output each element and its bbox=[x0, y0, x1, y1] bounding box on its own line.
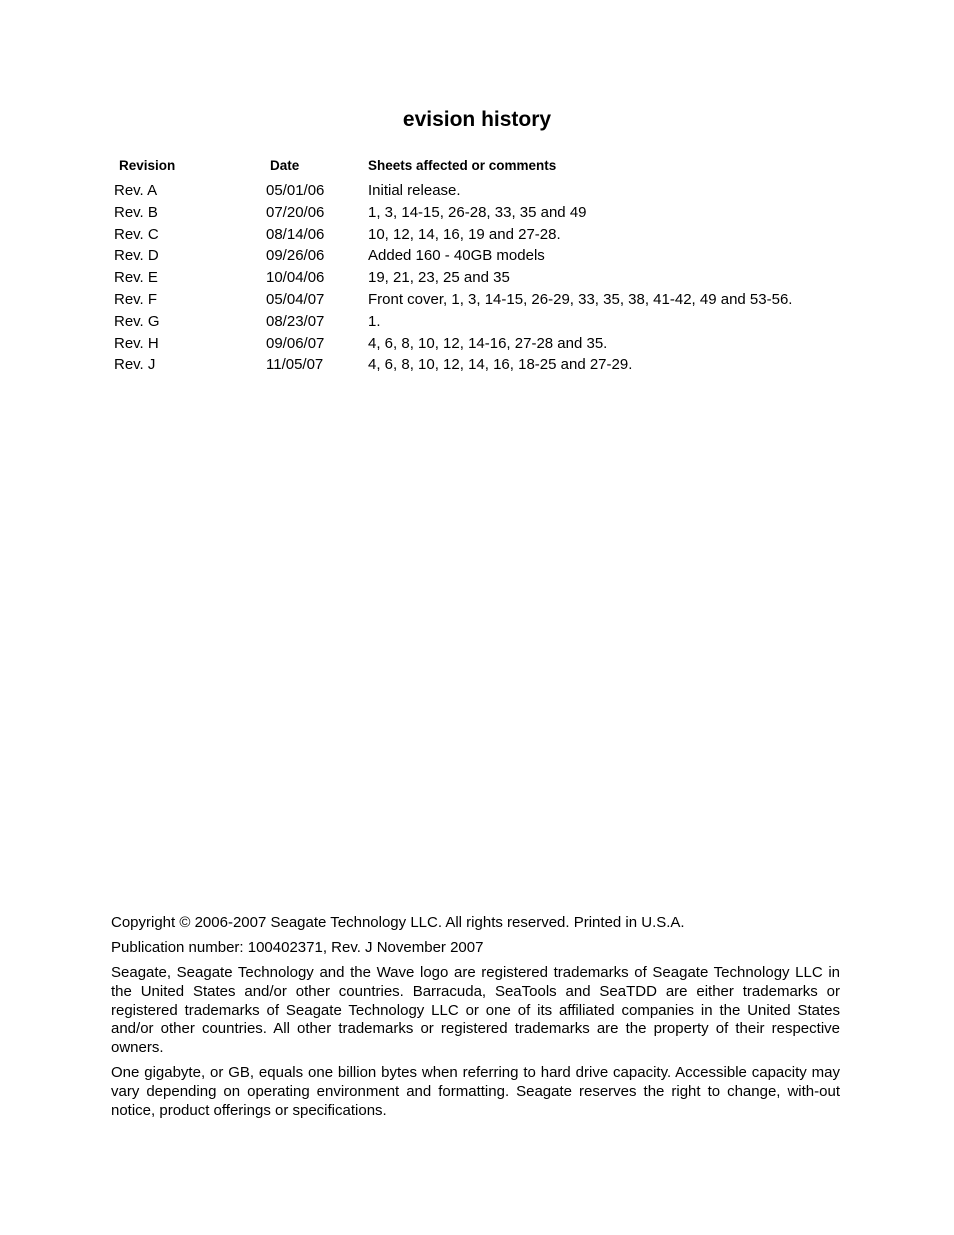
table-row bbox=[114, 354, 854, 376]
row-revision: Rev. B bbox=[114, 203, 158, 221]
row-comment: 1, 3, 14-15, 26-28, 33, 35 and 49 bbox=[368, 203, 587, 221]
row-date: 05/04/07 bbox=[266, 290, 325, 308]
header-comments: Sheets affected or comments bbox=[368, 158, 557, 173]
trademark-notice: Seagate, Seagate Technology and the Wave logo are registered trademarks of Seagate Technology LLC in the United States and/or other countries. Barracuda, SeaTools and SeaTDD are either trademarks or registered trademarks of Seagate Technology LLC or one of its affiliated companies in the United States and/or other countries. All other trademarks or registered trademarks are the property of their respective owners. bbox=[111, 963, 840, 1057]
row-revision: Rev. G bbox=[114, 312, 160, 330]
row-date: 09/06/07 bbox=[266, 334, 325, 352]
row-comment: 1. bbox=[368, 312, 381, 330]
table-row bbox=[114, 289, 854, 311]
row-revision: Rev. F bbox=[114, 290, 158, 308]
row-revision: Rev. J bbox=[114, 356, 156, 374]
header-revision: Revision bbox=[119, 158, 176, 173]
row-revision: Rev. D bbox=[114, 247, 159, 265]
table-row bbox=[114, 311, 854, 333]
row-comment: 19, 21, 23, 25 and 35 bbox=[368, 269, 510, 287]
row-date: 09/26/06 bbox=[266, 247, 325, 265]
capacity-notice: One gigabyte, or GB, equals one billion bytes when referring to hard drive capacity. Accessible capacity may vary depending on operating environment and formatting. Seagate reserves the right to change, with-out notice, product offerings or specifications. bbox=[111, 1064, 840, 1119]
table-row bbox=[114, 267, 854, 289]
revision-table bbox=[114, 156, 854, 376]
row-comment: Front cover, 1, 3, 14-15, 26-29, 33, 35, 38, 41-42, 49 and 53-56. bbox=[368, 290, 793, 308]
table-row bbox=[114, 202, 854, 224]
table-row bbox=[114, 224, 854, 246]
header-date: Date bbox=[270, 158, 300, 173]
row-revision: Rev. C bbox=[114, 225, 159, 243]
table-row bbox=[114, 333, 854, 355]
copyright-text: Copyright © 2006-2007 Seagate Technology LLC. All rights reserved. Printed in U.S.A. bbox=[111, 914, 685, 931]
table-row bbox=[114, 180, 854, 202]
row-revision: Rev. H bbox=[114, 334, 159, 352]
row-date: 07/20/06 bbox=[266, 203, 325, 221]
table-header bbox=[114, 156, 854, 180]
row-date: 10/04/06 bbox=[266, 269, 325, 287]
row-comment: 10, 12, 14, 16, 19 and 27-28. bbox=[368, 225, 561, 243]
row-comment: Added 160 - 40GB models bbox=[368, 247, 545, 265]
row-date: 08/14/06 bbox=[266, 225, 325, 243]
publication-number: Publication number: 100402371, Rev. J November 2007 bbox=[111, 938, 484, 956]
row-date: 08/23/07 bbox=[266, 312, 325, 330]
row-comment: Initial release. bbox=[368, 182, 461, 199]
row-comment: 4, 6, 8, 10, 12, 14-16, 27-28 and 35. bbox=[368, 334, 608, 352]
page-title: evision history bbox=[402, 108, 552, 131]
row-revision: Rev. E bbox=[114, 269, 158, 287]
row-revision: Rev. A bbox=[114, 182, 158, 199]
row-comment: 4, 6, 8, 10, 12, 14, 16, 18-25 and 27-29. bbox=[368, 356, 633, 374]
table-row bbox=[114, 245, 854, 267]
row-date: 11/05/07 bbox=[266, 356, 324, 374]
legal-footer bbox=[111, 914, 840, 1127]
row-date: 05/01/06 bbox=[266, 182, 325, 199]
